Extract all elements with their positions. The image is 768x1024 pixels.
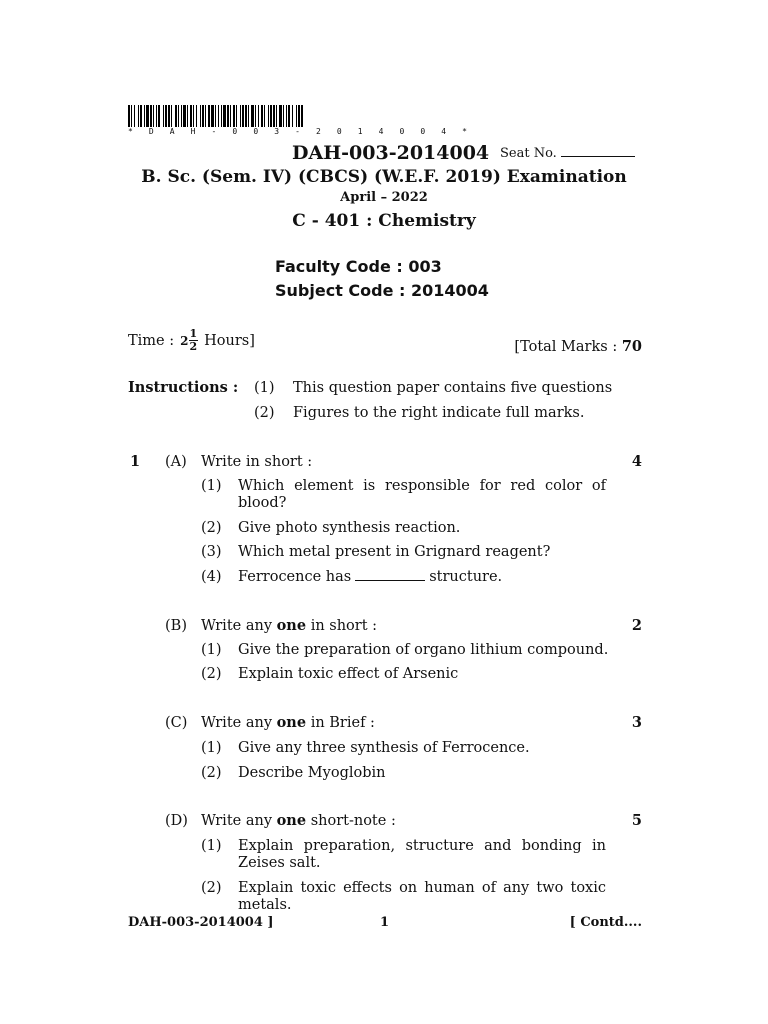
seat-number-line — [561, 156, 635, 157]
time-denominator: 2 — [189, 340, 198, 353]
footer-paper-code: DAH-003-2014004 ] — [128, 915, 274, 930]
part-b-prefix: Write any — [201, 618, 273, 634]
time-duration — [128, 328, 255, 353]
part-d-item-2-line2: metals. — [238, 897, 292, 913]
part-c-heading — [201, 714, 375, 732]
part-a-item-3-text: Which metal present in Grignard reagent? — [238, 544, 551, 560]
part-c-marks: 3 — [631, 714, 642, 731]
instruction-2-text: Figures to the right indicate full marks. — [293, 405, 585, 421]
instructions-label: Instructions : — [128, 379, 239, 396]
time-unit: Hours] — [204, 332, 255, 349]
time-whole: 2 — [180, 333, 189, 348]
seat-number-field — [500, 146, 635, 161]
part-a-item-4-before: Ferrocence has — [238, 569, 352, 585]
part-c-item-2-text: Describe Myoglobin — [238, 765, 386, 781]
part-a-item-4-after: structure. — [429, 569, 503, 585]
part-b-item-2-num: (2) — [201, 666, 222, 682]
part-d-item-1-line2: Zeises salt. — [238, 855, 321, 871]
part-d-item-2-num: (2) — [201, 880, 222, 896]
part-a-item-4 — [238, 568, 502, 586]
exam-title: B. Sc. (Sem. IV) (CBCS) (W.E.F. 2019) Examination — [141, 167, 627, 187]
part-d-prefix: Write any — [201, 813, 273, 829]
part-d-bold: one — [276, 812, 307, 829]
part-c-prefix: Write any — [201, 715, 273, 731]
part-b-label: (B) — [165, 618, 187, 634]
instruction-1-num: (1) — [254, 380, 275, 396]
part-d-marks: 5 — [631, 812, 642, 829]
paper-code: DAH-003-2014004 — [292, 142, 490, 164]
time-fraction — [189, 328, 199, 353]
instruction-2-num: (2) — [254, 405, 275, 421]
part-d-heading — [201, 812, 396, 830]
part-c-item-1-num: (1) — [201, 740, 222, 756]
part-b-item-2-text: Explain toxic effect of Arsenic — [238, 666, 459, 682]
part-a-marks: 4 — [631, 453, 642, 470]
part-c-item-2-num: (2) — [201, 765, 222, 781]
faculty-code: Faculty Code : 003 — [275, 257, 442, 276]
part-b-suffix: in short : — [310, 618, 378, 634]
part-d-suffix: short-note : — [310, 813, 396, 829]
subject-title: C - 401 : Chemistry — [292, 211, 476, 231]
part-d-item-1-num: (1) — [201, 838, 222, 854]
total-marks-value: 70 — [621, 338, 642, 355]
part-b-item-1-text: Give the preparation of organo lithium compound. — [238, 642, 609, 658]
part-b-item-1-num: (1) — [201, 642, 222, 658]
barcode — [128, 105, 468, 127]
instruction-1-text: This question paper contains five questions — [293, 380, 613, 396]
total-marks-label: [Total Marks : — [514, 339, 618, 355]
part-c-label: (C) — [165, 715, 188, 731]
part-c-bold: one — [276, 714, 307, 731]
part-a-heading: Write in short : — [201, 454, 313, 470]
continued-marker: [ Contd.... — [569, 915, 642, 930]
part-b-bold: one — [276, 617, 307, 634]
part-c-suffix: in Brief : — [310, 715, 375, 731]
barcode-text — [128, 127, 468, 136]
part-a-item-4-num: (4) — [201, 569, 222, 585]
part-a-item-1-line1: Which element is responsible for red color of — [238, 478, 606, 494]
fill-in-blank — [355, 580, 425, 581]
barcode-caption: * D A H - 0 0 3 - 2 0 1 4 0 0 4 * — [128, 127, 468, 136]
total-marks — [440, 338, 642, 356]
subject-code: Subject Code : 2014004 — [275, 281, 489, 300]
part-d-item-1-line1: Explain preparation, structure and bonding in — [238, 838, 606, 854]
barcode-bar — [303, 105, 304, 127]
exam-session: April – 2022 — [340, 190, 428, 205]
part-a-item-2-num: (2) — [201, 520, 222, 536]
part-a-item-1-line2: blood? — [238, 495, 287, 511]
part-a-item-1-num: (1) — [201, 478, 222, 494]
part-d-item-2-line1: Explain toxic effects on human of any two toxic — [238, 880, 606, 896]
part-b-heading — [201, 617, 377, 635]
part-a-label: (A) — [165, 454, 187, 470]
time-numerator: 1 — [189, 327, 198, 340]
question-number: 1 — [130, 453, 141, 470]
page-number: 1 — [380, 915, 390, 930]
part-c-item-1-text: Give any three synthesis of Ferrocence. — [238, 740, 530, 756]
part-a-item-3-num: (3) — [201, 544, 222, 560]
time-label: Time : — [128, 332, 175, 349]
seat-label: Seat No. — [500, 146, 557, 161]
part-d-label: (D) — [165, 813, 188, 829]
part-b-marks: 2 — [631, 617, 642, 634]
part-a-item-2-text: Give photo synthesis reaction. — [238, 520, 461, 536]
